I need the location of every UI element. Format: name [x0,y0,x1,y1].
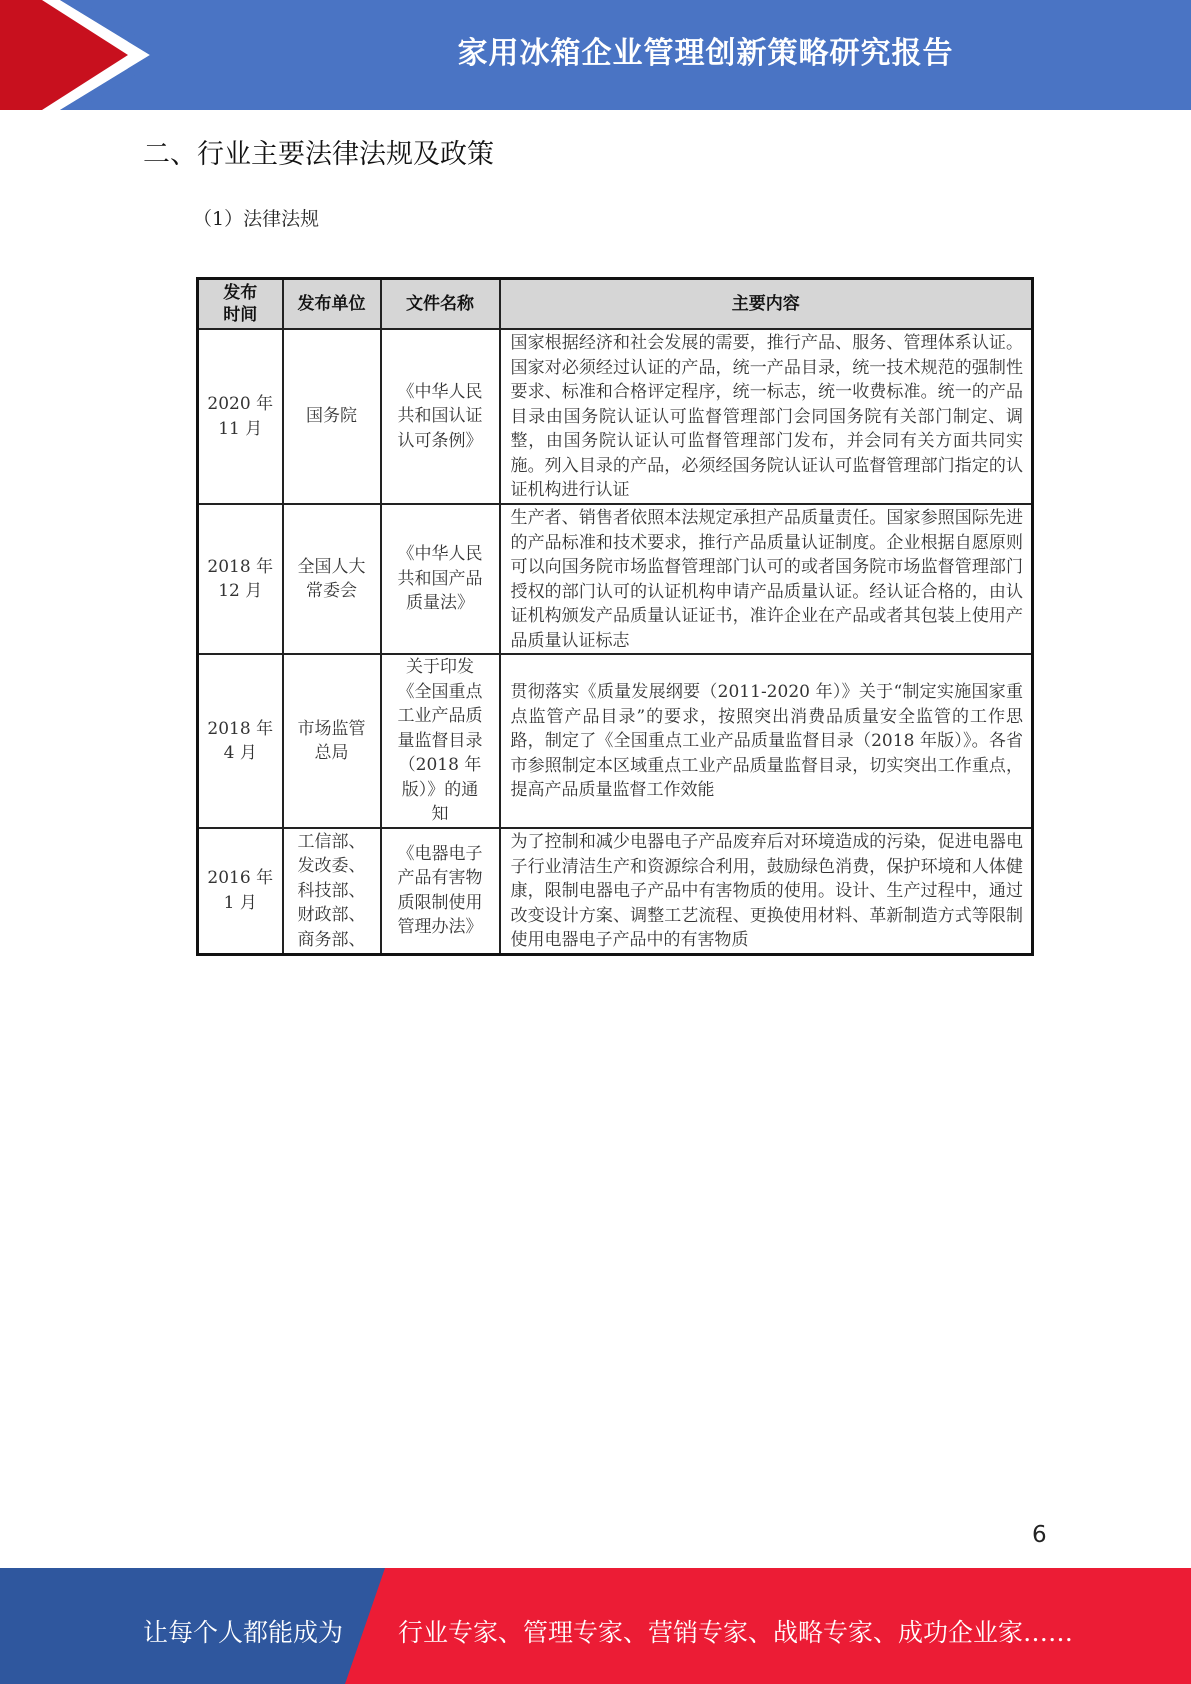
sub-heading: （1）法律法规 [193,208,320,230]
cell-content: 贯彻落实《质量发展纲要（2011-2020 年）》关于“制定实施国家重点监管产品目录”的要求，按照突出消费品质量安全监管的工作思路，制定了《全国重点工业产品质量监督目录（2018 年版）》。各省市参照制定本区域重点工业产品质量监督目录，切实突出工作重点，提高产品质量监督工作效能 [500,654,1033,828]
page-number: 6 [1032,1522,1047,1548]
cell-date: 2018 年 4 月 [198,654,283,828]
cell-document-name: 关于印发 《全国重点 工业产品质 量监督目录 （2018 年 版）》的通 知 [381,654,500,828]
table-row [198,828,1033,954]
table-header-row [198,279,1033,330]
cell-content: 为了控制和减少电器电子产品废弃后对环境造成的污染，促进电器电子行业清洁生产和资源综合利用，鼓励绿色消费，保护环境和人体健康，限制电器电子产品中有害物质的使用。设计、生产过程中，通过改变设计方案、调整工艺流程、更换使用材料、革新制造方式等限制使用电器电子产品中的有害物质 [500,828,1033,954]
page-footer [0,1568,1191,1684]
cell-issuer: 市场监管 总局 [283,654,381,828]
cell-date: 2018 年 12 月 [198,504,283,654]
cell-document-name: 《电器电子 产品有害物 质限制使用 管理办法》 [381,828,500,954]
cell-content: 生产者、销售者依照本法规定承担产品质量责任。国家参照国际先进的产品标准和技术要求，推行产品质量认证制度。企业根据自愿原则可以向国务院市场监督管理部门认可的或者国务院市场监督管理部门授权的部门认可的认证机构申请产品质量认证。经认证合格的，由认证机构颁发产品质量认证证书，准许企业在产品或者其包装上使用产品质量认证标志 [500,504,1033,654]
footer-slogan-right: 行业专家、管理专家、营销专家、战略专家、成功企业家…… [398,1618,1074,1647]
report-title: 家用冰箱企业管理创新策略研究报告 [457,36,954,71]
header-date-text: 发布 时间 [223,283,258,325]
cell-date: 2016 年 1 月 [198,828,283,954]
cell-issuer: 国务院 [283,329,381,504]
cell-document-name: 《中华人民 共和国产品 质量法》 [381,504,500,654]
footer-slogan-left: 让每个人都能成为 [143,1618,344,1647]
section-heading: 二、行业主要法律法规及政策 [143,139,494,170]
page-header [0,0,1191,110]
cell-date: 2020 年 11 月 [198,329,283,504]
header-issuer: 发布单位 [283,279,381,330]
cell-issuer: 全国人大 常委会 [283,504,381,654]
laws-table [196,277,1034,956]
header-main-content: 主要内容 [500,279,1033,330]
table-row [198,654,1033,828]
cell-issuer: 工信部、 发改委、 科技部、 财政部、 商务部、 [283,828,381,954]
cell-content: 国家根据经济和社会发展的需要，推行产品、服务、管理体系认证。国家对必须经过认证的产品，统一产品目录，统一技术规范的强制性要求、标准和合格评定程序，统一标志，统一收费标准。统一的产品目录由国务院认证认可监督管理部门会同国务院有关部门制定、调整，由国务院认证认可监督管理部门发布，并会同有关方面共同实施。列入目录的产品，必须经国务院认证认可监督管理部门指定的认证机构进行认证 [500,329,1033,504]
cell-document-name: 《中华人民 共和国认证 认可条例》 [381,329,500,504]
header-document-name: 文件名称 [381,279,500,330]
table-row [198,504,1033,654]
table-row [198,329,1033,504]
header-date [198,279,283,330]
